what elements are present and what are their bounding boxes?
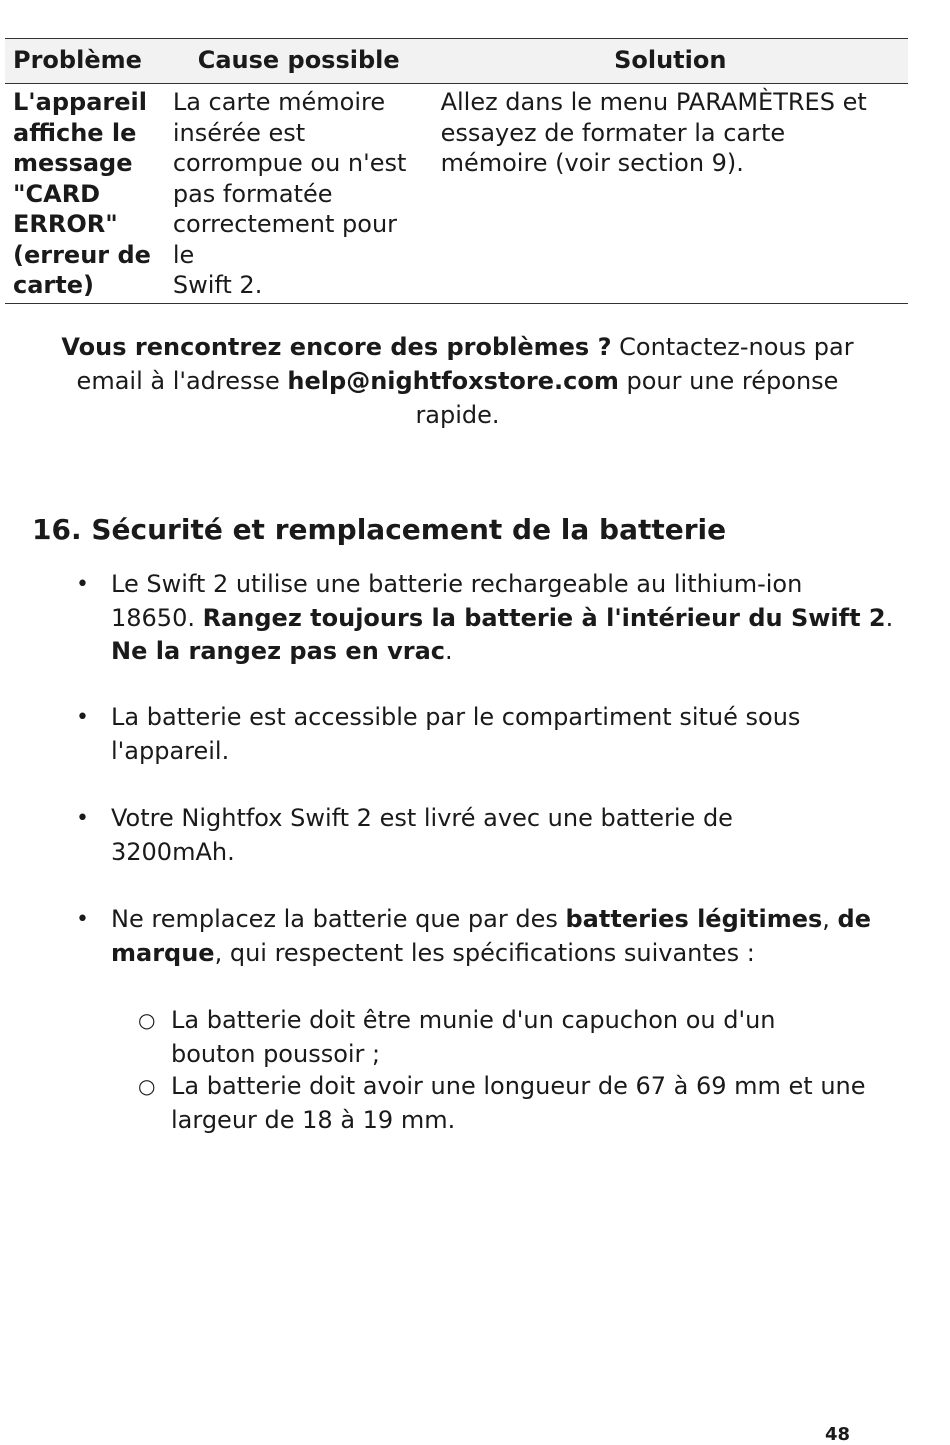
problem-line: ERROR" [13, 210, 118, 238]
problem-line: L'appareil [13, 88, 147, 116]
cause-line: insérée est [172, 118, 306, 147]
problem-line: carte) [13, 271, 94, 299]
header-cause: Cause possible [197, 46, 400, 75]
contact-text: rapide. [415, 401, 500, 429]
problem-line: affiche le [13, 118, 137, 147]
bullet-emphasis: batteries légitimes [565, 905, 823, 933]
cause-cell [165, 84, 433, 304]
cause-line: La carte mémoire [172, 88, 386, 116]
bullet-emphasis: marque [111, 938, 215, 967]
table-header-row [5, 39, 908, 84]
bullet-text: La batterie est accessible par le compartiment situé sous [111, 703, 801, 731]
solution-cell [433, 84, 908, 304]
bullet-icon: • [76, 572, 89, 597]
problem-line: (erreur de [13, 240, 151, 269]
bullet-text: Le Swift 2 utilise une batterie rechargeable au lithium-ion [111, 570, 803, 598]
bullet-emphasis: Ne la rangez pas en vrac [111, 637, 446, 665]
bullet-text: Ne remplacez la batterie que par des [111, 905, 566, 933]
solution-line: essayez de formater la carte [440, 118, 786, 147]
bullet-icon: • [76, 705, 89, 730]
bullet-text: Votre Nightfox Swift 2 est livré avec une batterie de [111, 804, 733, 832]
cause-line: correctement pour le [172, 210, 398, 269]
bullet-emphasis: de [837, 905, 871, 933]
bullet-emphasis: Rangez toujours la batterie à l'intérieur du Swift 2 [202, 603, 886, 632]
sub-item-text: bouton poussoir ; [171, 1039, 381, 1068]
circle-bullet-icon: ○ [138, 1008, 156, 1032]
contact-intro: Vous rencontrez encore des problèmes ? [61, 333, 612, 361]
contact-text: pour une réponse [618, 367, 839, 395]
problem-cell [5, 84, 165, 304]
contact-email-link[interactable]: help@nightfoxstore.com [287, 367, 619, 395]
solution-line: mémoire (voir section 9). [440, 149, 744, 177]
bullet-text: 3200mAh. [111, 837, 235, 866]
contact-text: email à l'adresse [76, 367, 288, 395]
contact-text: Contactez-nous par [611, 333, 854, 361]
solution-line: Allez dans le menu PARAMÈTRES et [440, 88, 867, 116]
bullet-text: , qui respectent les spécifications suivantes : [214, 938, 755, 967]
bullet-text: . [445, 637, 453, 665]
cause-line: pas formatée [172, 179, 333, 208]
troubleshooting-table [5, 38, 908, 304]
cause-line: corrompue ou n'est [172, 149, 407, 177]
bullet-text: 18650. [111, 603, 203, 632]
bullet-text: . [885, 603, 894, 632]
sub-item-text: La batterie doit avoir une longueur de 67 à 69 mm et une [171, 1072, 866, 1100]
bullet-text: , [822, 905, 838, 933]
header-solution: Solution [614, 46, 727, 75]
section-title: 16. Sécurité et remplacement de la batterie [32, 513, 727, 546]
sub-item-text: largeur de 18 à 19 mm. [171, 1105, 456, 1134]
cause-line: Swift 2. [172, 271, 263, 299]
sub-item-text: La batterie doit être munie d'un capuchon ou d'un [171, 1006, 776, 1034]
bullet-text: l'appareil. [111, 736, 230, 765]
table-row [5, 84, 908, 304]
problem-line: "CARD [13, 179, 101, 208]
circle-bullet-icon: ○ [138, 1074, 156, 1098]
page-number: 48 [825, 1424, 851, 1445]
bullet-icon: • [76, 907, 89, 932]
contact-paragraph [60, 330, 855, 432]
problem-line: message [13, 149, 133, 177]
header-problem: Problème [13, 46, 142, 75]
bullet-icon: • [76, 806, 89, 831]
